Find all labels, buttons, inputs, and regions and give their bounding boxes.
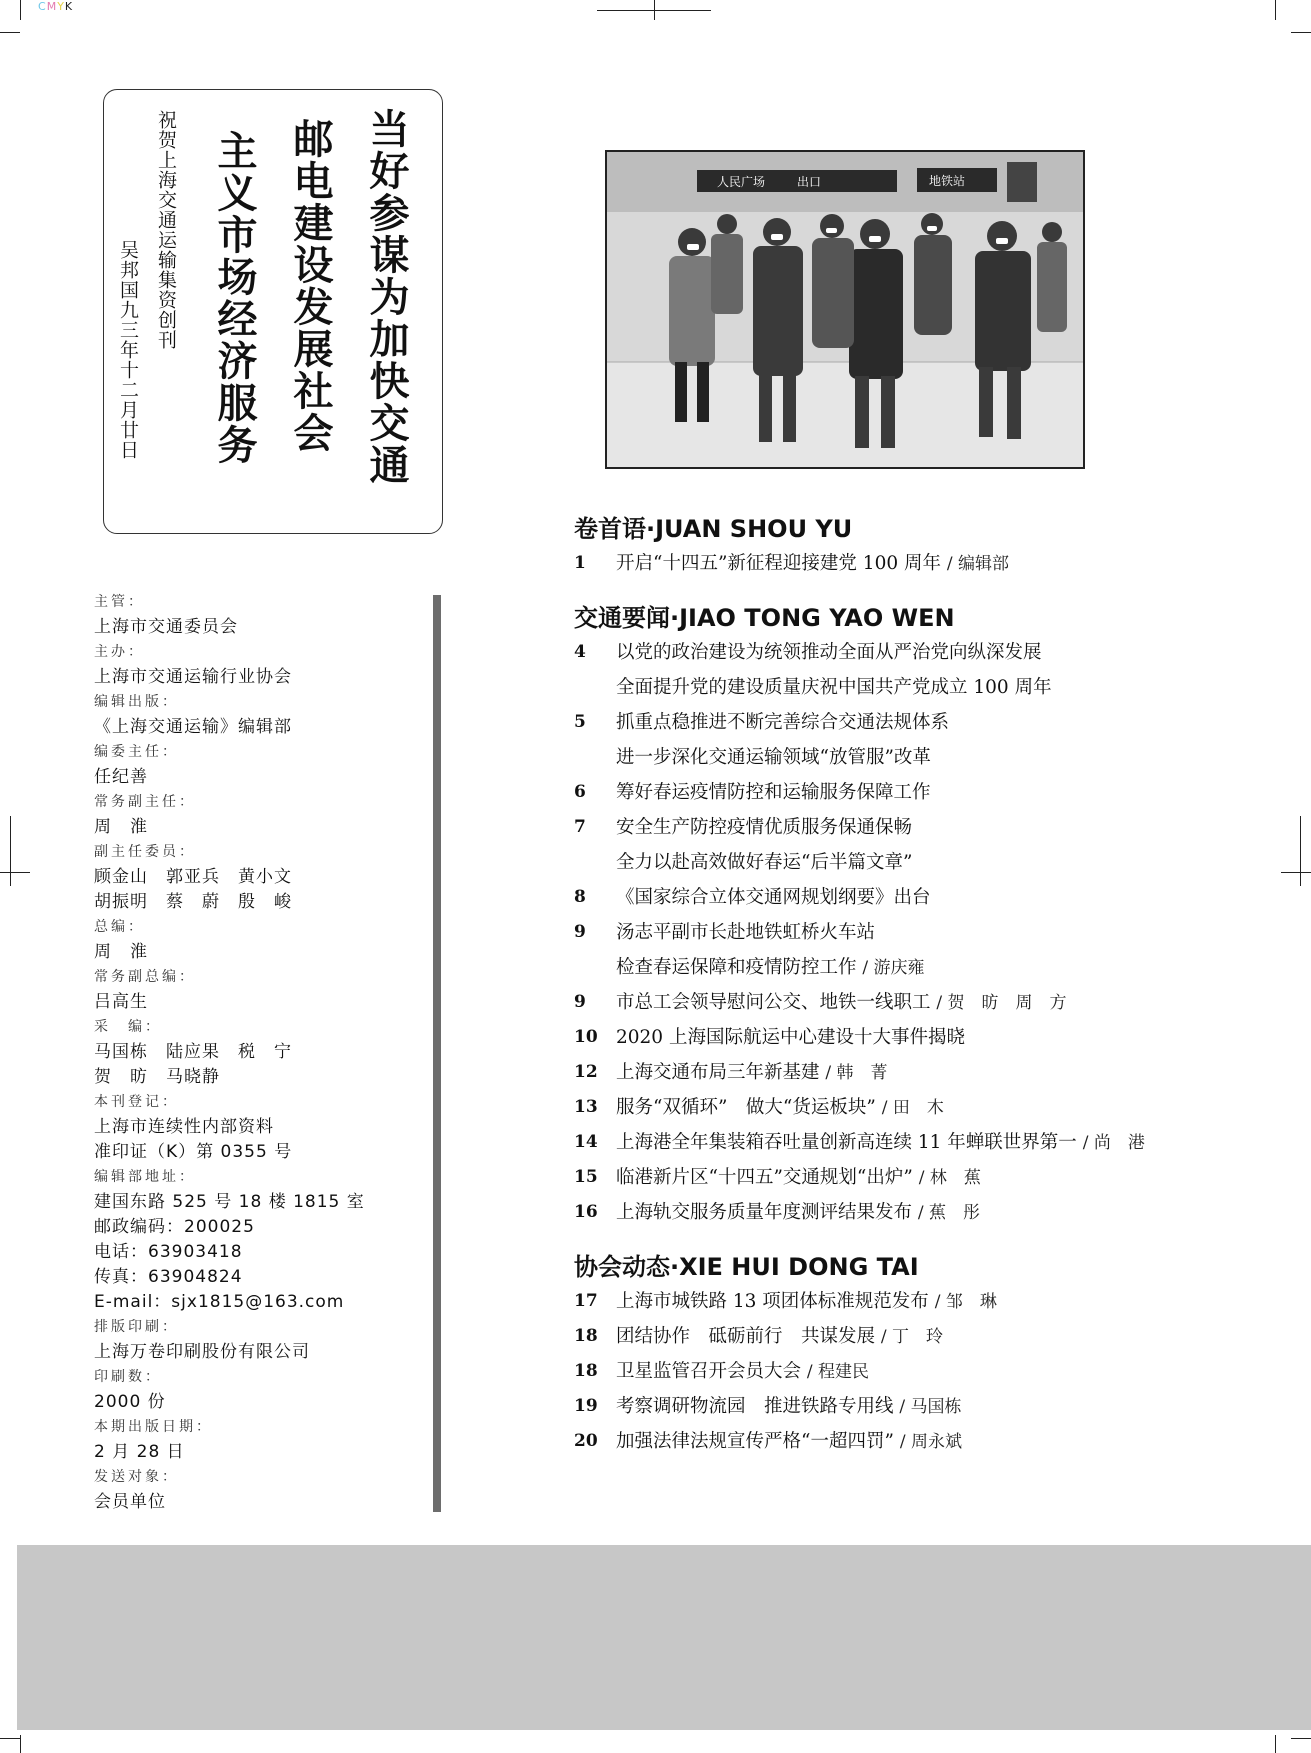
masthead-value: 上海万卷印刷股份有限公司 [94, 1342, 310, 1362]
masthead-value: 建国东路 525 号 18 楼 1815 室 [94, 1192, 365, 1212]
masthead-value: 胡振明 蔡 蔚 殷 峻 [94, 892, 292, 912]
page-number: 5 [574, 712, 586, 732]
article-title: 抓重点稳推进不断完善综合交通法规体系 [616, 712, 950, 733]
masthead-label: 排版印刷： [94, 1319, 179, 1335]
sign-label-2: 出口 [797, 175, 822, 189]
calligraphy-column-2: 邮电建设发展社会 [287, 118, 334, 454]
page-number: 10 [574, 1027, 598, 1047]
crop-mark [0, 32, 20, 33]
toc-entry[interactable] [574, 1195, 1294, 1230]
section-gap [574, 1230, 1294, 1250]
masthead-value: 2 月 28 日 [94, 1442, 185, 1462]
page-number: 15 [574, 1167, 598, 1187]
article-title: 汤志平副市长赴地铁虹桥火车站 [616, 922, 876, 943]
toc-entry[interactable] [574, 635, 1294, 705]
masthead-item [94, 1315, 394, 1365]
section-title: 协会动态·XIE HUI DONG TAI [574, 1253, 919, 1281]
page-number: 6 [574, 782, 586, 802]
station-inspection-photo [607, 152, 1083, 467]
crop-mark [1291, 32, 1311, 33]
page-number: 12 [574, 1062, 598, 1082]
masthead-value: 准印证（K）第 0355 号 [94, 1142, 293, 1162]
masthead-item [94, 690, 394, 740]
toc-entry[interactable] [574, 915, 1294, 985]
crop-mark [1275, 0, 1276, 20]
masthead-label: 编辑出版： [94, 694, 179, 710]
crop-mark [1300, 816, 1301, 886]
table-of-contents [574, 512, 1294, 1459]
section-title: 卷首语·JUAN SHOU YU [574, 515, 853, 543]
page-number: 1 [574, 553, 586, 573]
masthead-item [94, 1090, 394, 1165]
calligraphy-column-3: 主义市场经济服务 [211, 130, 258, 466]
calligraphy-inscription [103, 89, 443, 534]
sign-label-3: 地铁站 [929, 174, 966, 188]
page-number: 19 [574, 1396, 598, 1416]
article-title: 筹好春运疫情防控和运输服务保障工作 [616, 782, 931, 803]
masthead-label: 本期出版日期： [94, 1419, 213, 1435]
masthead-value: 会员单位 [94, 1492, 166, 1512]
article-author: / 周永斌 [899, 1432, 962, 1452]
article-title: 2020 上海国际航运中心建设十大事件揭晓 [616, 1027, 965, 1048]
toc-entry[interactable] [574, 1125, 1294, 1160]
article-title: 团结协作 砥砺前行 共谋发展 [616, 1326, 876, 1347]
masthead-label: 总编： [94, 919, 145, 935]
article-title: 市总工会领导慰问公交、地铁一线职工 [616, 992, 931, 1013]
masthead-label: 发送对象： [94, 1469, 179, 1485]
toc-entry[interactable] [574, 1020, 1294, 1055]
crop-mark [20, 0, 21, 20]
toc-entry[interactable] [574, 880, 1294, 915]
toc-entry[interactable] [574, 1424, 1294, 1459]
masthead [94, 590, 394, 1515]
masthead-item [94, 1415, 394, 1465]
article-author: / 田 木 [881, 1098, 944, 1118]
article-author: / 程建民 [806, 1362, 870, 1382]
article-title: 上海交通布局三年新基建 [616, 1062, 820, 1083]
masthead-label: 编委主任： [94, 744, 179, 760]
masthead-value: 上海市连续性内部资料 [94, 1117, 274, 1137]
masthead-value: 马国栋 陆应果 税 宁 [94, 1042, 292, 1062]
masthead-label: 编辑部地址： [94, 1169, 196, 1185]
crop-mark [1275, 1735, 1276, 1753]
page-number: 17 [574, 1291, 598, 1311]
article-author: / 马国栋 [899, 1397, 962, 1417]
masthead-value: 《上海交通运输》编辑部 [94, 717, 292, 737]
toc-entry[interactable] [574, 1354, 1294, 1389]
page-number: 14 [574, 1132, 598, 1152]
toc-entry[interactable] [574, 1284, 1294, 1319]
page-number: 9 [574, 992, 586, 1012]
masthead-item [94, 740, 394, 790]
color-registration-strip: CMYK [38, 0, 74, 13]
article-title-line2: 全力以赴高效做好春运“后半篇文章” [616, 852, 913, 873]
article-title: 临港新片区“十四五”交通规划“出炉” [616, 1167, 913, 1188]
article-title: 《国家综合立体交通网规划纲要》出台 [616, 887, 931, 908]
article-author: / 蕉 彤 [917, 1203, 981, 1223]
article-title: 上海港全年集装箱吞吐量创新高连续 11 年蝉联世界第一 [616, 1132, 1077, 1153]
masthead-item [94, 1365, 394, 1415]
page-number: 4 [574, 642, 586, 662]
toc-entry[interactable] [574, 985, 1294, 1020]
vertical-divider [433, 595, 441, 1512]
masthead-value: 顾金山 郭亚兵 黄小文 [94, 867, 292, 887]
masthead-label: 常务副总编： [94, 969, 196, 985]
masthead-value: 传真：63904824 [94, 1267, 243, 1287]
calligraphy-dedication: 祝贺上海交通运输集资创刊 [155, 110, 177, 350]
calligraphy-column-1: 当好参谋为加快交通 [363, 108, 410, 486]
masthead-value: 上海市交通委员会 [94, 617, 238, 637]
masthead-label: 主管： [94, 594, 145, 610]
sign-label-1: 人民广场 [717, 175, 766, 189]
article-title: 以党的政治建设为统领推动全面从严治党向纵深发展 [616, 642, 1042, 663]
masthead-label: 采 编： [94, 1019, 162, 1035]
masthead-value: 电话：63903418 [94, 1242, 243, 1262]
masthead-item [94, 965, 394, 1015]
toc-entry[interactable] [574, 1160, 1294, 1195]
crop-mark [0, 872, 30, 873]
page-number: 16 [574, 1202, 598, 1222]
article-title: 开启“十四五”新征程迎接建党 100 周年 [616, 553, 941, 574]
masthead-item [94, 1015, 394, 1090]
article-title: 服务“双循环” 做大“货运板块” [616, 1097, 876, 1118]
masthead-value: 邮政编码：200025 [94, 1217, 255, 1237]
article-title-line2: 进一步深化交通运输领域“放管服”改革 [616, 747, 931, 768]
toc-entry[interactable] [574, 775, 1294, 810]
masthead-item [94, 840, 394, 915]
masthead-label: 主办： [94, 644, 145, 660]
calligraphy-signature: 吴邦国九三年十二月廿日 [117, 240, 139, 460]
toc-entry[interactable] [574, 1319, 1294, 1354]
masthead-value: E-mail：sjx1815@163.com [94, 1292, 345, 1312]
crop-mark [1291, 1738, 1311, 1739]
toc-entry[interactable] [574, 546, 1294, 581]
article-title: 考察调研物流园 推进铁路专用线 [616, 1396, 894, 1417]
masthead-label: 本刊登记： [94, 1094, 179, 1110]
section-gap [574, 581, 1294, 601]
masthead-item [94, 1165, 394, 1315]
masthead-value: 2000 份 [94, 1392, 166, 1412]
article-author: / 韩 菁 [825, 1063, 888, 1083]
page-number: 18 [574, 1326, 598, 1346]
masthead-label: 副主任委员： [94, 844, 196, 860]
page-number: 9 [574, 922, 586, 942]
page-number: 18 [574, 1361, 598, 1381]
masthead-value: 周 淮 [94, 817, 148, 837]
page-number: 13 [574, 1097, 598, 1117]
masthead-label: 印刷数： [94, 1369, 162, 1385]
article-title-line2: 全面提升党的建设质量庆祝中国共产党成立 100 周年 [616, 677, 1052, 698]
crop-mark [0, 1738, 20, 1739]
toc-entry[interactable] [574, 810, 1294, 880]
masthead-item [94, 1465, 394, 1515]
article-author: / 游庆雍 [862, 958, 925, 978]
page-number: 7 [574, 817, 586, 837]
article-author: / 邹 琳 [934, 1292, 997, 1312]
page-number: 8 [574, 887, 586, 907]
article-title: 上海市城铁路 13 项团体标准规范发布 [616, 1291, 929, 1312]
article-title: 加强法律法规宣传严格“一超四罚” [616, 1431, 894, 1452]
masthead-item [94, 790, 394, 840]
masthead-value: 任纪善 [94, 767, 148, 787]
masthead-item [94, 915, 394, 965]
article-author: / 贺 昉 周 方 [936, 993, 1067, 1013]
article-author: / 林 蕉 [918, 1168, 981, 1188]
article-title: 卫星监管召开会员大会 [616, 1361, 802, 1382]
news-photo [605, 150, 1085, 469]
masthead-label: 常务副主任： [94, 794, 196, 810]
masthead-value: 周 淮 [94, 942, 148, 962]
crop-mark [10, 816, 11, 886]
masthead-item [94, 640, 394, 690]
article-title-line2: 检查春运保障和疫情防控工作 [616, 957, 857, 978]
article-author: / 丁 玲 [880, 1327, 944, 1347]
masthead-item [94, 590, 394, 640]
page-number: 20 [574, 1431, 598, 1451]
toc-entry[interactable] [574, 1055, 1294, 1090]
article-title: 上海轨交服务质量年度测评结果发布 [616, 1202, 913, 1223]
masthead-value: 吕高生 [94, 992, 148, 1012]
crop-mark [20, 1735, 21, 1753]
article-author: / 编辑部 [946, 554, 1010, 574]
article-title: 安全生产防控疫情优质服务保通保畅 [616, 817, 913, 838]
article-author: / 尚 港 [1082, 1133, 1145, 1153]
toc-entry[interactable] [574, 1090, 1294, 1125]
footer-band [17, 1545, 1311, 1730]
masthead-value: 上海市交通运输行业协会 [94, 667, 292, 687]
masthead-value: 贺 昉 马晓静 [94, 1067, 220, 1087]
section-title: 交通要闻·JIAO TONG YAO WEN [574, 604, 955, 632]
toc-entry[interactable] [574, 1389, 1294, 1424]
toc-entry[interactable] [574, 705, 1294, 775]
crop-mark [654, 0, 655, 20]
